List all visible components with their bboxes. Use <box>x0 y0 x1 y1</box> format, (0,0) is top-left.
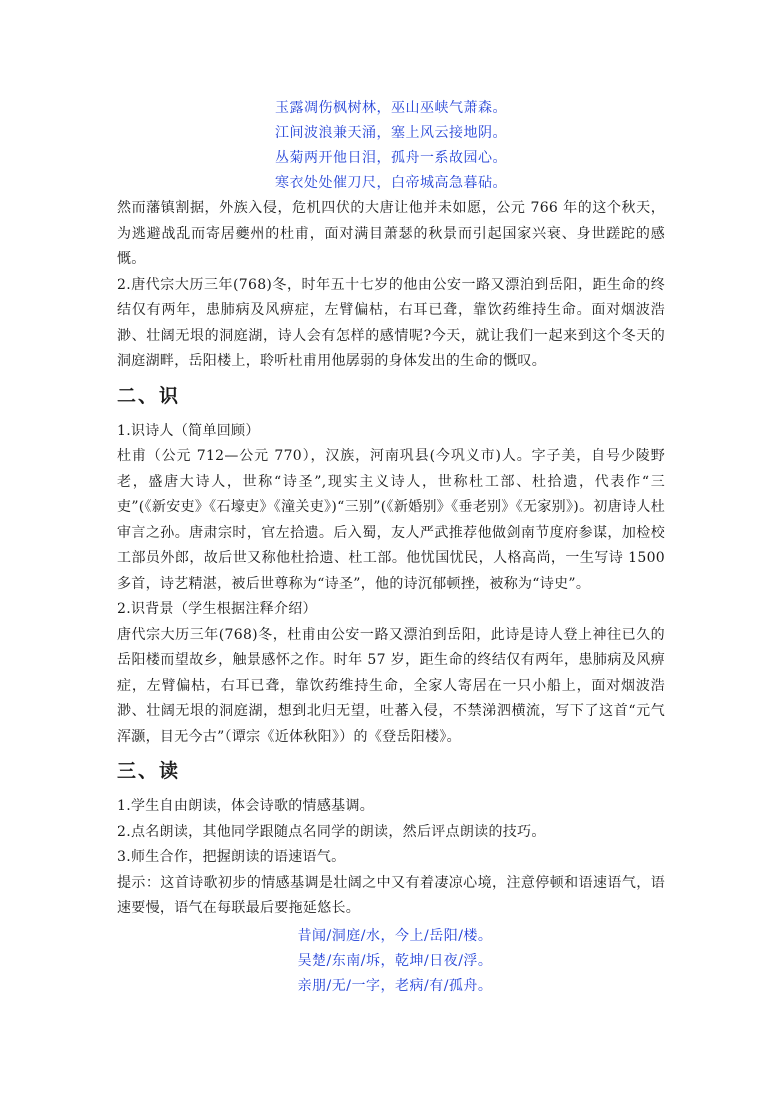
reading-step: 2.点名朗读，其他同学跟随点名同学的朗读，然后评点朗读的技巧。 <box>117 823 546 840</box>
reading-tip: 提示：这首诗歌初步的情感基调是壮阔之中又有着凄凉心境，注意停顿和语速语气，语速要慢，语气在每联最后要拖延悠长。 <box>117 874 665 916</box>
poem-line: 亲朋/无/一字，老病/有/孤舟。 <box>297 977 493 994</box>
section-heading-read: 三、读 <box>117 760 181 782</box>
poem-line: 丛菊两开他日泪，孤舟一系故园心。 <box>275 150 507 166</box>
subheading-poet: 1.识诗人（简单回顾） <box>117 422 260 439</box>
poem-line: 江间波浪兼天涌，塞上风云接地阴。 <box>275 125 507 141</box>
document-page <box>117 96 665 999</box>
autumn-poem <box>117 96 665 196</box>
poem-line: 玉露凋伤枫树林，巫山巫峡气萧森。 <box>275 100 507 116</box>
background-paragraph: 唐代宗大历三年(768)冬，杜甫由公安一路又漂泊到岳阳，此诗是诗人登上神往已久的岳阳楼而望故乡，触景感怀之作。时年 57 岁，距生命的终结仅有两年，患肺病及风痹症，左臂偏枯，右耳已聋，靠饮药维持生命，全家人寄居在一只小船上，面对烟波浩渺、壮阔无垠的洞庭湖，想到北归无望，吐蕃入侵，不禁涕泗横流，写下了这首“元气浑灏，目无今古”（谭宗《近体秋阳》）的《登岳阳楼》。 <box>117 626 665 745</box>
reading-step: 3.师生合作，把握朗读的语速语气。 <box>117 849 346 865</box>
poem-line: 吴楚/东南/坼，乾坤/日夜/浮。 <box>297 952 493 969</box>
intro-paragraph-2: 2.唐代宗大历三年(768)冬，时年五十七岁的他由公安一路又漂泊到岳阳，距生命的终结仅有两年，患肺病及风痹症，左臂偏枯，右耳已聋，靠饮药维持生命。面对烟波浩渺、壮阔无垠的洞庭湖，诗人会有怎样的感情呢?今天，就让我们一起来到这个冬天的洞庭湖畔，岳阳楼上，聆听杜甫用他孱弱的身体发出的生命的慨叹。 <box>117 276 665 369</box>
poem-line: 寒衣处处催刀尺，白帝城高急暮砧。 <box>275 175 507 191</box>
subheading-background: 2.识背景（学生根据注释介绍） <box>117 601 317 617</box>
section-heading-identify: 二、识 <box>117 384 181 407</box>
intro-paragraph: 然而藩镇割据，外族入侵，危机四伏的大唐让他并未如愿，公元 766 年的这个秋天，为逃避战乱而寄居夔州的杜甫，面对满目萧瑟的秋景而引起国家兴衰、身世蹉跎的感慨。 <box>117 200 665 267</box>
reading-step: 1.学生自由朗读，体会诗歌的情感基调。 <box>117 798 375 814</box>
poem-line: 昔闻/洞庭/水，今上/岳阳/楼。 <box>297 927 493 944</box>
yueyang-poem <box>117 924 665 999</box>
poet-paragraph: 杜甫（公元 712—公元 770），汉族，河南巩县(今巩义市)人。字子美，自号少陵野老，盛唐大诗人，世称“诗圣”,现实主义诗人，世称杜工部、杜拾遗，代表作“三吏”(《新安吏》《石壕吏》《潼关吏》)“三别”(《新婚别》《垂老别》《无家别》)。初唐诗人杜审言之孙。唐肃宗时，官左拾遗。后入蜀，友人严武推荐他做剑南节度府参谋，加检校工部员外郎，故后世又称他杜拾遗、杜工部。他忧国忧民，人格高尚，一生写诗 1500 多首，诗艺精湛，被后世尊称为“诗圣”，他的诗沉郁顿挫，被称为“诗史”。 <box>117 448 665 592</box>
